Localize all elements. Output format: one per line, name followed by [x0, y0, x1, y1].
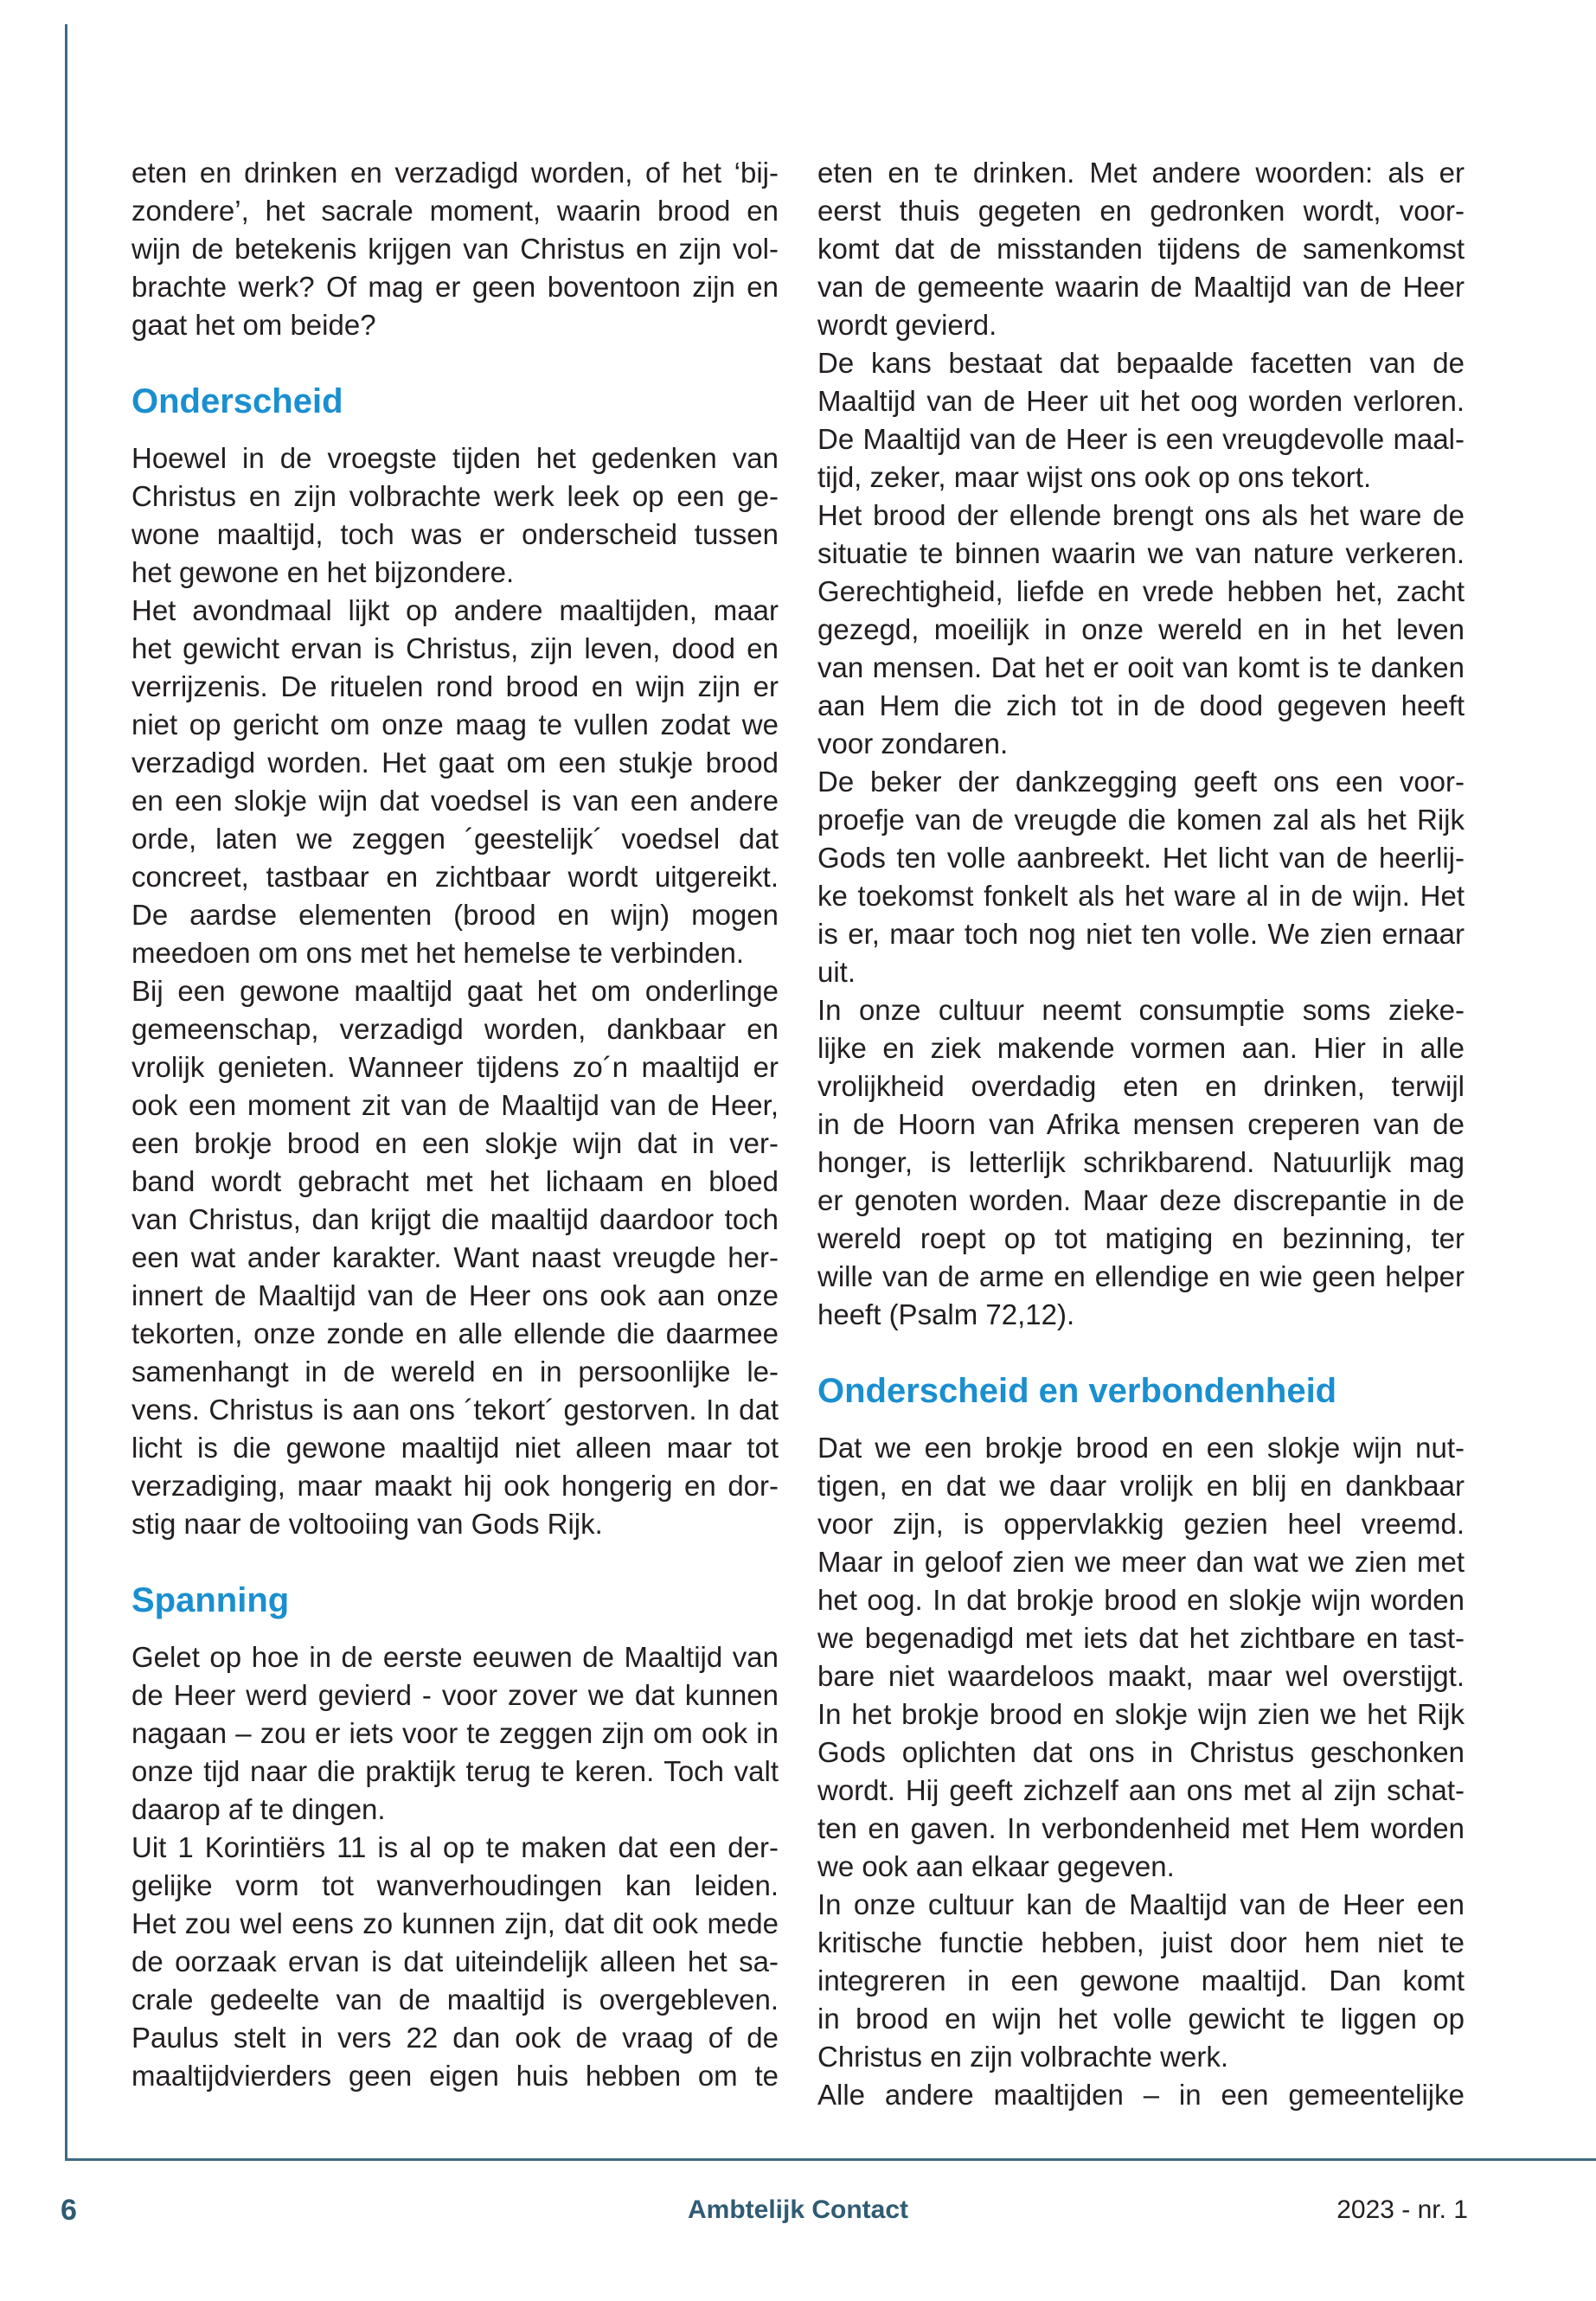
paragraph [131, 972, 779, 1543]
text-line: tigen, en dat we daar vrolijk en blij en dankbaar [817, 1470, 1465, 1502]
text-line: brachte werk? Of mag er geen boventoon zijn en [131, 271, 779, 303]
paragraph [817, 991, 1465, 1334]
text-line: uit. [817, 956, 856, 988]
vertical-rule [65, 24, 67, 2161]
text-line: proefje van de vreugde die komen zal als het Rijk [817, 804, 1465, 836]
text-line: wordt. Hij geeft zichzelf aan ons met al zijn schat- [817, 1774, 1465, 1806]
text-line: van Christus, dan krijgt die maaltijd daardoor toch [131, 1203, 779, 1235]
text-line: het oog. In dat brokje brood en slokje wijn worden [817, 1584, 1465, 1616]
paragraph [817, 1886, 1465, 2076]
issue-number: 2023 - nr. 1 [1336, 2195, 1468, 2224]
text-line: de Heer werd gevierd - voor zover we dat kunnen [131, 1679, 779, 1711]
text-line: crale gedeelte van de maaltijd is overgebleven. [131, 1984, 779, 2016]
text-line: voor zondaren. [817, 727, 1009, 760]
text-line: nagaan – zou er iets voor te zeggen zijn om ook in [131, 1717, 779, 1749]
text-line: we ook aan elkaar gegeven. [817, 1850, 1175, 1882]
text-line: Dat we een brokje brood en een slokje wijn nut- [817, 1432, 1465, 1464]
text-line: De aardse elementen (brood en wijn) mogen [131, 899, 779, 931]
text-line: vens. Christus is aan ons ´tekort´ gestorven. In dat [131, 1394, 779, 1426]
text-line: wille van de arme en ellendige en wie geen helper [817, 1260, 1465, 1292]
text-line: aan Hem die zich tot in de dood gegeven heeft [817, 689, 1465, 721]
text-line: wordt gevierd. [817, 309, 997, 341]
right-column [817, 154, 1465, 2114]
text-line: komt dat de misstanden tijdens de samenkomst [817, 233, 1465, 265]
text-line: niet op gericht om onze maag te vullen zodat we [131, 708, 779, 740]
text-line: eerst thuis gegeten en gedronken wordt, voor- [817, 195, 1465, 227]
text-line: wijn de betekenis krijgen van Christus en zijn vol- [131, 233, 779, 265]
text-line: samenhangt in de wereld en in persoonlijke le- [131, 1356, 779, 1388]
paragraph [817, 154, 1465, 344]
text-line: van mensen. Dat het er ooit van komt is te danken [817, 651, 1465, 683]
text-line: Christus en zijn volbrachte werk leek op een ge- [131, 480, 779, 512]
text-line: Het avondmaal lijkt op andere maaltijden, maar [131, 594, 779, 626]
text-line: er genoten worden. Maar deze discrepantie in de [817, 1184, 1465, 1216]
text-line: ook een moment zit van de Maaltijd van de Heer, [131, 1089, 779, 1121]
text-line: vrolijk genieten. Wanneer tijdens zo´n maaltijd er [131, 1051, 779, 1083]
text-line: Maar in geloof zien we meer dan wat we zien met [817, 1546, 1465, 1578]
text-line: Het brood der ellende brengt ons als het ware de [817, 499, 1465, 531]
text-line: situatie te binnen waarin we van nature verkeren. [817, 537, 1465, 569]
text-line: Gods ten volle aanbreekt. Het licht van de heerlij- [817, 842, 1465, 874]
paragraph [817, 497, 1465, 763]
text-line: ten en gaven. In verbondenheid met Hem worden [817, 1812, 1465, 1844]
text-line: innert de Maaltijd van de Heer ons ook aan onze [131, 1279, 779, 1311]
text-line: verzadigd worden. Het gaat om een stukje brood [131, 747, 779, 779]
paragraph [817, 344, 1465, 497]
text-line: lijke en ziek makende vormen aan. Hier in alle [817, 1032, 1465, 1064]
text-line: Paulus stelt in vers 22 dan ook de vraag of de [131, 2022, 779, 2054]
text-line: In onze cultuur neemt consumptie soms zieke- [817, 994, 1465, 1026]
text-line: Gerechtigheid, liefde en vrede hebben het, zacht [817, 575, 1465, 607]
text-line: in brood en wijn het volle gewicht te liggen op [817, 2003, 1465, 2035]
magazine-title: Ambtelijk Contact [687, 2195, 909, 2224]
text-line: orde, laten we zeggen ´geestelijk´ voedsel dat [131, 823, 779, 855]
text-line: eten en drinken en verzadigd worden, of het ‘bij- [131, 157, 779, 189]
section-heading-spanning: Spanning [131, 1581, 290, 1619]
text-line: en een slokje wijn dat voedsel is van een andere [131, 785, 779, 817]
text-line: Maaltijd van de Heer uit het oog worden verloren. [817, 385, 1465, 417]
left-column [131, 154, 779, 2095]
text-line: Het zou wel eens zo kunnen zijn, dat dit ook mede [131, 1907, 779, 1939]
text-line: Uit 1 Korintiërs 11 is al op te maken dat een der- [131, 1831, 779, 1863]
text-line: maaltijdvierders geen eigen huis hebben om te [131, 2060, 779, 2092]
paragraph [131, 439, 779, 592]
text-line: de oorzaak ervan is dat uiteindelijk alleen het sa- [131, 1945, 779, 1977]
text-line: Christus en zijn volbrachte werk. [817, 2041, 1229, 2073]
text-line: wereld roept op tot matiging en bezinning, ter [817, 1222, 1465, 1254]
text-line: tijd, zeker, maar wijst ons ook op ons tekort. [817, 461, 1372, 493]
paragraph [131, 154, 779, 344]
paragraph [817, 1429, 1465, 1886]
text-line: gezegd, moeilijk in onze wereld en in het leven [817, 613, 1465, 645]
footer-rule [65, 2158, 1596, 2161]
paragraph [817, 763, 1465, 991]
text-line: heeft (Psalm 72,12). [817, 1298, 1075, 1330]
text-line: In het brokje brood en slokje wijn zien we het Rijk [817, 1698, 1465, 1730]
text-line: onze tijd naar die praktijk terug te keren. Toch valt [131, 1755, 779, 1787]
text-line: een wat ander karakter. Want naast vreugde her- [131, 1241, 779, 1273]
text-line: licht is die gewone maaltijd niet alleen maar tot [131, 1432, 779, 1464]
paragraph [131, 592, 779, 972]
paragraph [131, 1829, 779, 2095]
text-line: meedoen om ons met het hemelse te verbinden. [131, 937, 745, 969]
text-line: gelijke vorm tot wanverhoudingen kan leiden. [131, 1869, 779, 1901]
text-line: honger, is letterlijk schrikbarend. Natuurlijk mag [817, 1146, 1465, 1178]
text-line: Hoewel in de vroegste tijden het gedenken van [131, 442, 779, 474]
text-line: Gods oplichten dat ons in Christus geschonken [817, 1736, 1465, 1768]
text-line: De beker der dankzegging geeft ons een voor- [817, 766, 1465, 798]
text-line: daarop af te dingen. [131, 1793, 386, 1825]
text-line: tekorten, onze zonde en alle ellende die daarmee [131, 1317, 779, 1349]
text-line: In onze cultuur kan de Maaltijd van de Heer een [817, 1888, 1465, 1920]
text-line: gemeenschap, verzadigd worden, dankbaar en [131, 1013, 779, 1045]
text-line: De Maaltijd van de Heer is een vreugdevolle maal- [817, 423, 1465, 455]
section-heading-onderscheid: Onderscheid [131, 382, 343, 420]
text-line: in de Hoorn van Afrika mensen creperen van de [817, 1108, 1465, 1140]
text-line: band wordt gebracht met het lichaam en bloed [131, 1165, 779, 1197]
text-line: concreet, tastbaar en zichtbaar wordt uitgereikt. [131, 861, 779, 893]
text-line: is er, maar toch nog niet ten volle. We zien ernaar [817, 918, 1465, 950]
text-line: verzadiging, maar maakt hij ook hongerig en dor- [131, 1470, 779, 1502]
paragraph [131, 1638, 779, 1829]
paragraph [817, 2076, 1465, 2114]
text-line: we begenadigd met iets dat het zichtbare en tast- [817, 1622, 1465, 1654]
text-line: zondere’, het sacrale moment, waarin brood en [131, 195, 779, 227]
text-line: een brokje brood en een slokje wijn dat in ver- [131, 1127, 779, 1159]
section-heading-onderscheid-en-verbondenheid: Onderscheid en verbondenheid [817, 1372, 1337, 1410]
text-line: kritische functie hebben, juist door hem niet te [817, 1926, 1465, 1958]
text-line: bare niet waardeloos maakt, maar wel overstijgt. [817, 1660, 1465, 1692]
text-line: gaat het om beide? [131, 309, 376, 341]
text-line: het gewone en het bijzondere. [131, 556, 515, 588]
text-line: wone maaltijd, toch was er onderscheid tussen [131, 518, 779, 550]
text-line: het gewicht ervan is Christus, zijn leven, dood en [131, 632, 779, 664]
text-line: verrijzenis. De rituelen rond brood en wijn zijn er [131, 670, 779, 702]
text-line: Gelet op hoe in de eerste eeuwen de Maaltijd van [131, 1641, 779, 1673]
text-line: vrolijkheid overdadig eten en drinken, terwijl [817, 1070, 1465, 1102]
text-line: eten en te drinken. Met andere woorden: als er [817, 157, 1465, 189]
text-line: ke toekomst fonkelt als het ware al in de wijn. Het [817, 880, 1465, 912]
text-line: integreren in een gewone maaltijd. Dan komt [817, 1965, 1465, 1997]
text-line: Bij een gewone maaltijd gaat het om onderlinge [131, 975, 779, 1007]
text-line: voor zijn, is oppervlakkig gezien heel vreemd. [817, 1508, 1465, 1540]
page-number: 6 [61, 2194, 77, 2227]
text-line: van de gemeente waarin de Maaltijd van de Heer [817, 271, 1465, 303]
text-line: De kans bestaat dat bepaalde facetten van de [817, 347, 1465, 379]
text-line: Alle andere maaltijden – in een gemeentelijke [817, 2079, 1465, 2111]
text-line: stig naar de voltooiing van Gods Rijk. [131, 1508, 603, 1540]
